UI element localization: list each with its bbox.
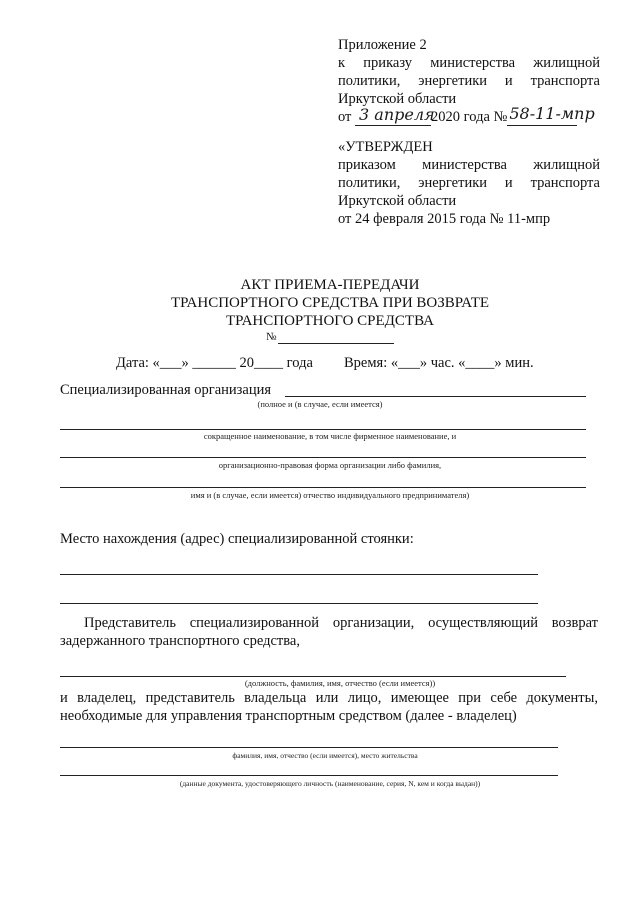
act-time-line: Время: «___» час. «____» мин. — [344, 355, 534, 371]
appendix-date-handwritten: 3 апреля — [359, 105, 435, 124]
owner-field-1[interactable] — [60, 747, 558, 748]
appendix-line-1: к приказу министерства жилищной — [338, 55, 600, 71]
approved-line-1: приказом министерства жилищной — [338, 157, 600, 173]
approved-line-3: Иркутской области — [338, 193, 457, 209]
appendix-year-text: 2020 года № — [431, 109, 508, 125]
org-hint-2: сокращенное наименование, в том числе фирменное наименование, и — [203, 431, 457, 441]
representative-line-2: задержанного транспортного средства, — [60, 633, 300, 649]
org-label: Специализированная организация — [60, 382, 272, 398]
appendix-number-field — [507, 104, 595, 126]
approved-line-2: политики, энергетики и транспорта — [338, 175, 600, 191]
org-hint-4: имя и (в случае, если имеется) отчество индивидуального предпринимателя) — [190, 490, 470, 500]
location-field-1[interactable] — [60, 574, 538, 575]
appendix-line-2: политики, энергетики и транспорта — [338, 73, 600, 89]
act-title-line-2: ТРАНСПОРТНОГО СРЕДСТВА ПРИ ВОЗВРАТЕ — [170, 295, 490, 311]
location-label: Место нахождения (адрес) специализированной стоянки: — [60, 531, 414, 547]
owner-hint-2: (данные документа, удостоверяющего личность (наименование, серия, N, кем и когда выдан)) — [179, 779, 481, 788]
org-field-3[interactable] — [60, 457, 586, 458]
owner-field-2[interactable] — [60, 775, 558, 776]
org-field-4[interactable] — [60, 487, 586, 488]
appendix-date-field — [355, 105, 435, 126]
approved-heading: «УТВЕРЖДЕН — [338, 139, 433, 155]
appendix-date-row — [338, 104, 600, 128]
org-field-1[interactable] — [285, 396, 586, 397]
owner-hint-1: фамилия, имя, отчество (если имеется), место жительства — [232, 751, 418, 760]
representative-block — [60, 614, 598, 650]
representative-hint: (должность, фамилия, имя, отчество (если имеется)) — [244, 678, 436, 688]
act-number-label: № — [266, 331, 277, 343]
approved-line-4: от 24 февраля 2015 года № 11-мпр — [338, 211, 551, 227]
appendix-title: Приложение 2 — [338, 37, 427, 53]
act-date-line: Дата: «___» ______ 20____ года — [116, 355, 313, 371]
representative-field[interactable] — [60, 676, 566, 677]
representative-line-1: Представитель специализированной организации, осуществляющий возврат — [84, 615, 598, 631]
approved-block — [338, 138, 600, 228]
owner-line-1: и владелец, представитель владельца или лицо, имеющее при себе документы, — [60, 690, 598, 706]
org-hint-3: организационно-правовая форма организации либо фамилия, — [218, 460, 442, 470]
appendix-date-prefix: от — [338, 109, 352, 125]
appendix-block — [338, 36, 600, 128]
owner-block — [60, 689, 598, 725]
act-title-line-3: ТРАНСПОРТНОГО СРЕДСТВА — [226, 313, 434, 329]
org-field-2[interactable] — [60, 429, 586, 430]
owner-line-2: необходимые для управления транспортным средством (далее - владелец) — [60, 708, 517, 724]
appendix-line-3: Иркутской области — [338, 91, 457, 107]
org-hint-1: (полное и (в случае, если имеется) — [257, 399, 383, 409]
location-field-2[interactable] — [60, 603, 538, 604]
act-title-line-1: АКТ ПРИЕМА-ПЕРЕДАЧИ — [240, 277, 420, 293]
appendix-number-handwritten: 58-11-мпр — [509, 104, 595, 123]
act-number-field[interactable] — [278, 343, 394, 344]
act-title — [100, 276, 560, 330]
